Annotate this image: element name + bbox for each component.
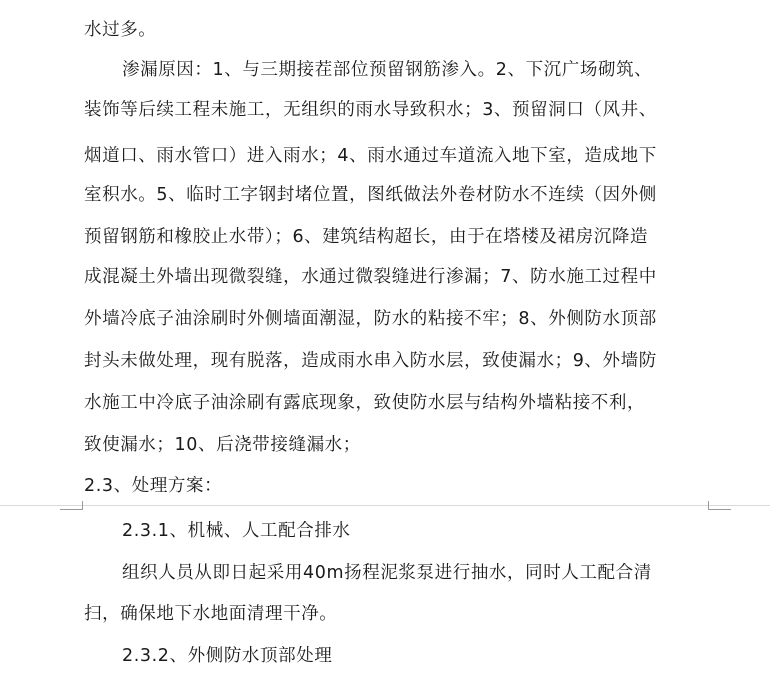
section-heading: 2.3、处理方案： [84,476,223,496]
text-line: 扫，确保地下水地面清理干净。 [84,604,338,624]
page-break-line [0,505,770,506]
margin-corner-mark [708,501,731,510]
text-line: 装饰等后续工程未施工，无组织的雨水导致积水；3、预留洞口（风井、 [84,100,657,120]
margin-corner-mark [60,501,83,510]
text-line: 渗漏原因：1、与三期接茬部位预留钢筋渗入。2、下沉广场砌筑、 [122,60,653,80]
text-line: 烟道口、雨水管口）进入雨水；4、雨水通过车道流入地下室，造成地下 [84,146,657,166]
subsection-heading: 2.3.2、外侧防水顶部处理 [122,646,333,666]
subsection-heading: 2.3.1、机械、人工配合排水 [122,521,351,541]
text-line: 水施工中冷底子油涂刷有露底现象，致使防水层与结构外墙粘接不利， [84,393,646,413]
text-line: 封头未做处理，现有脱落，造成雨水串入防水层，致使漏水；9、外墙防 [84,351,657,371]
text-line: 组织人员从即日起采用40m扬程泥浆泵进行抽水，同时人工配合清 [122,563,652,583]
text-line: 预留钢筋和橡胶止水带）；6、建筑结构超长，由于在塔楼及裙房沉降造 [84,227,649,247]
text-line: 成混凝土外墙出现微裂缝，水通过微裂缝进行渗漏；7、防水施工过程中 [84,267,657,287]
text-line: 致使漏水；10、后浇带接缝漏水； [84,435,361,455]
text-line: 室积水。5、临时工字钢封堵位置，图纸做法外卷材防水不连续（因外侧 [84,185,657,205]
text-line: 外墙冷底子油涂刷时外侧墙面潮湿，防水的粘接不牢；8、外侧防水顶部 [84,309,657,329]
text-line: 水过多。 [84,20,157,40]
